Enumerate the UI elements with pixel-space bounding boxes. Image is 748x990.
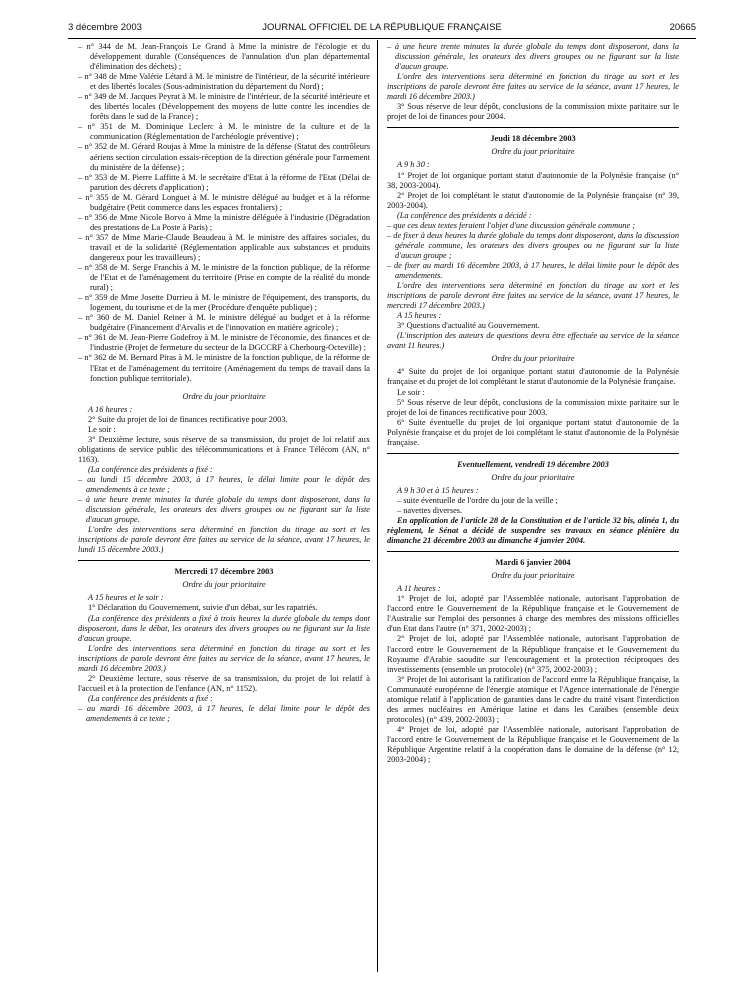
agenda-item: 2° Deuxième lecture, sous réserve de sa transmission, du projet de loi relatif à l'accueil et à la protection de l'enfance (AN, n° 1152). [78,673,370,693]
agenda-item: – suite éventuelle de l'ordre du jour de la veille ; [397,495,558,505]
day-heading: Jeudi 18 décembre 2003 [490,134,576,144]
agenda-item: 5° Sous réserve de leur dépôt, conclusions de la commission mixte paritaire sur le projet de loi de finances rectificative pour 2003. [387,397,679,417]
agenda-item: 1° Projet de loi organique portant statut d'autonomie de la Polynésie française (n° 38, 2003-2004). [387,170,679,190]
day-heading: Mercredi 17 décembre 2003 [174,567,274,577]
time-label: Le soir : [88,424,116,434]
time-label: A 9 h 30 : [397,160,430,170]
conference-dash-item: – de fixer au mardi 16 décembre 2003, à 17 heures, le délai limite pour le dépôt des amendements. [387,260,679,280]
order-note: L'ordre des interventions sera déterminé en fonction du tirage au sort et les inscriptions de parole devront être faites au service de la séance, avant 17 heures, le lundi 15 décembre 2003.) [78,525,370,555]
agenda-item: 4° Suite du projet de loi organique portant statut d'autonomie de la Polynésie française et du projet de loi complétant le statut d'autonomie de la Polynésie française. [387,367,679,387]
conference-note: (La conférence des présidents a fixé à trois heures la durée globale du temps dont disposeront, dans le débat, les orateurs des divers groupes ou ne figurant sur la liste d'aucun groupe. [78,613,370,643]
order-note: L'ordre des interventions sera déterminé en fonction du tirage au sort et les inscriptions de parole devront être faites au service de la séance, avant 17 heures, le mardi 16 décembre 2003.) [78,643,370,673]
header-rule [68,38,696,39]
time-label: A 15 heures et le soir : [88,593,164,603]
agenda-item: 3° Projet de loi autorisant la ratification de l'accord entre la République française, la Communauté européenne de l'énergie atomique et l'Agence internationale de l'énergie atomique relatif à l'application de garanties dans le cadre du traité visant l'interdiction des armes nucléaires en Amérique latine et dans les Caraïbes (ensemble deux protocoles) (n° 439, 2002-2003) ; [387,674,679,724]
order-note: L'ordre des interventions sera déterminé en fonction du tirage au sort et les inscriptions de parole devront être faites au service de la séance, avant 17 heures, le mardi 16 décembre 2003.) [387,72,679,102]
header-title: JOURNAL OFFICIEL DE LA RÉPUBLIQUE FRANÇAISE [262,22,502,33]
agenda-subheading: Ordre du jour prioritaire [491,147,575,157]
agenda-item: 3° Sous réserve de leur dépôt, conclusions de la commission mixte paritaire sur le projet de loi de finances pour 2004. [387,102,679,122]
time-label: A 11 heures : [397,584,441,594]
section-rule [387,551,679,552]
conference-dash-item: – à une heure trente minutes la durée globale du temps dont disposeront, dans la discussion générale, les orateurs des divers groupes ou ne figurant sur la liste d'aucun groupe. [387,42,679,72]
agenda-item: 2° Suite du projet de loi de finances rectificative pour 2003. [88,414,288,424]
conference-dash-item: – à une heure trente minutes la durée globale du temps dont disposeront, dans la discussion générale, les orateurs des divers groupes ou ne figurant sur la liste d'aucun groupe. [78,495,370,525]
page-header [68,22,696,36]
question-item: – n° 348 de Mme Valérie Létard à M. le ministre de l'intérieur, de la sécurité intérieure et des libertés locales (Sous-administration du département du Nord) ; [78,72,370,92]
day-heading: Mardi 6 janvier 2004 [495,558,571,568]
question-item: – n° 349 de M. Jacques Peyrat à M. le ministre de l'intérieur, de la sécurité intérieure et des libertés locales (Développement des moyens de lutte contre les incendies de forêts dans le sud de la France) ; [78,92,370,122]
conference-dash-item: – au mardi 16 décembre 2003, à 17 heures, le délai limite pour le dépôt des amendements à ce texte ; [78,703,370,723]
time-label: Le soir : [397,387,425,397]
conference-dash-item: – que ces deux textes feraient l'objet d'une discussion générale commune ; [387,220,636,230]
question-item: – n° 359 de Mme Josette Durrieu à M. le ministre de l'équipement, des transports, du logement, du tourisme et de la mer (Procédure d'enquête publique) ; [78,293,370,313]
column-divider [377,40,378,972]
question-item: – n° 362 de M. Bernard Piras à M. le ministre de la fonction publique, de la réforme de l'Etat et de l'aménagement du territoire (Aménagement du temps de travail dans la fonction publique territoriale). [78,353,370,383]
question-item: – n° 361 de M. Jean-Pierre Godefroy à M. le ministre de l'économie, des finances et de l'industrie (Projet de fermeture du secteur de la DGCCRF à Cherbourg-Octeville) ; [78,333,370,353]
conference-note: (La conférence des présidents a fixé : [88,464,213,474]
agenda-subheading: Ordre du jour prioritaire [491,571,575,581]
left-column [78,42,370,724]
agenda-item: 6° Suite éventuelle du projet de loi organique portant statut d'autonomie de la Polynésie française et du projet de loi complétant le statut d'autonomie de la Polynésie française. [387,417,679,447]
agenda-subheading: Ordre du jour prioritaire [182,391,266,401]
section-rule [387,453,679,454]
agenda-item: – navettes diverses. [397,505,463,515]
conference-dash-item: – de fixer à deux heures la durée globale du temps dont disposeront, dans la discussion générale commune, les orateurs des divers groupes ou ne figurant sur la liste d'aucun groupe ; [387,230,679,260]
conference-dash-item: – au lundi 15 décembre 2003, à 17 heures, le délai limite pour le dépôt des amendements à ce texte ; [78,474,370,495]
agenda-item: 3° Questions d'actualité au Gouvernement. [397,321,540,331]
time-label: A 9 h 30 et à 15 heures : [397,485,479,495]
agenda-item: 2° Projet de loi, adopté par l'Assemblée nationale, autorisant l'approbation de l'accord entre le Gouvernement de la République française et le Gouvernement du Royaume d'Arabie saoudite sur l'encouragement et la protection réciproques des investissements (ensemble un protocole) (n° 375, 2002-2003) ; [387,634,679,674]
agenda-subheading: Ordre du jour prioritaire [182,580,266,590]
suspension-note: En application de l'article 28 de la Constitution et de l'article 32 bis, alinéa 1, du règlement, le Sénat a décidé de suspendre ses travaux en séance plénière du dimanche 21 décembre 2003 au dimanche 4 janvier 2004. [387,516,679,546]
day-heading: Eventuellement, vendredi 19 décembre 2003 [457,459,609,469]
question-item: – n° 352 de M. Gérard Roujas à Mme la ministre de la défense (Statut des contrôleurs aériens section circulation essais-réception de la direction générale pour l'armement du ministère de la défense) ; [78,142,370,172]
question-item: – n° 355 de M. Gérard Longuet à M. le ministre délégué au budget et à la réforme budgétaire (Petit commerce dans les espaces frontaliers) ; [78,192,370,212]
header-date: 3 décembre 2003 [68,22,142,33]
agenda-item: 4° Projet de loi, adopté par l'Assemblée nationale, autorisant l'approbation de l'accord entre le Gouvernement de la République française et le Gouvernement de la République Argentine relatif à la coopération dans le domaine de la défense (n° 12, 2003-2004) ; [387,724,679,765]
agenda-item: 3° Deuxième lecture, sous réserve de sa transmission, du projet de loi relatif aux obligations de service public des télécommunications et à France Télécom (AN, n° 1163). [78,434,370,464]
order-note: L'ordre des interventions sera déterminé en fonction du tirage au sort et les inscriptions de parole devront être faites au service de la séance, avant 17 heures, le mercredi 17 décembre 2003.) [387,281,679,311]
section-rule [387,127,679,128]
inscription-note: (L'inscription des auteurs de questions devra être effectuée au service de la séance avant 11 heures.) [387,331,679,351]
header-page-number: 20665 [669,22,696,33]
section-rule [78,560,370,561]
agenda-item: 2° Projet de loi complétant le statut d'autonomie de la Polynésie française (n° 39, 2003-2004). [387,190,679,210]
question-item: – n° 360 de M. Daniel Reiner à M. le ministre délégué au budget et à la réforme budgétaire (Financement d'Arvalis et de l'innovation en matière agricole) ; [78,313,370,333]
time-label: A 16 heures : [88,404,133,414]
agenda-item: 1° Projet de loi, adopté par l'Assemblée nationale, autorisant l'approbation de l'accord entre le Gouvernement de la République française et le Gouvernement de l'Australie sur l'emploi des personnes à charge des membres des missions officielles d'un Etat dans l'autre (n° 371, 2002-2003) ; [387,594,679,634]
right-column [387,42,679,765]
agenda-subheading: Ordre du jour prioritaire [491,472,575,482]
conference-note: (La conférence des présidents a fixé : [88,693,213,703]
question-item: – n° 357 de Mme Marie-Claude Beaudeau à M. le ministre des affaires sociales, du travail et de la solidarité (Réglementation applicable aux substances et produits dangereux pour les travailleurs) ; [78,232,370,262]
question-item: – n° 353 de M. Pierre Laffitte à M. le secrétaire d'Etat à la réforme de l'Etat (Délai de parution des décrets d'application) ; [78,172,370,192]
question-item: – n° 344 de M. Jean-François Le Grand à Mme la ministre de l'écologie et du développement durable (Conséquences de l'annulation d'un plan départemental d'élimination des déchets) ; [78,42,370,72]
agenda-item: 1° Déclaration du Gouvernement, suivie d'un débat, sur les rapatriés. [88,603,318,613]
agenda-subheading: Ordre du jour prioritaire [491,354,575,364]
conference-note: (La conférence des présidents a décidé : [397,210,532,220]
question-item: – n° 351 de M. Dominique Leclerc à M. le ministre de la culture et de la communication (Réglementation de l'archéologie préventive) ; [78,122,370,142]
question-item: – n° 356 de Mme Nicole Borvo à Mme la ministre déléguée à l'industrie (Dégradation des prestations de La Poste à Paris) ; [78,212,370,232]
time-label: A 15 heures : [397,311,442,321]
question-item: – n° 358 de M. Serge Franchis à M. le ministre de la fonction publique, de la réforme de l'Etat et de l'aménagement du territoire (Prise en compte de la réalité du monde rural) ; [78,263,370,293]
